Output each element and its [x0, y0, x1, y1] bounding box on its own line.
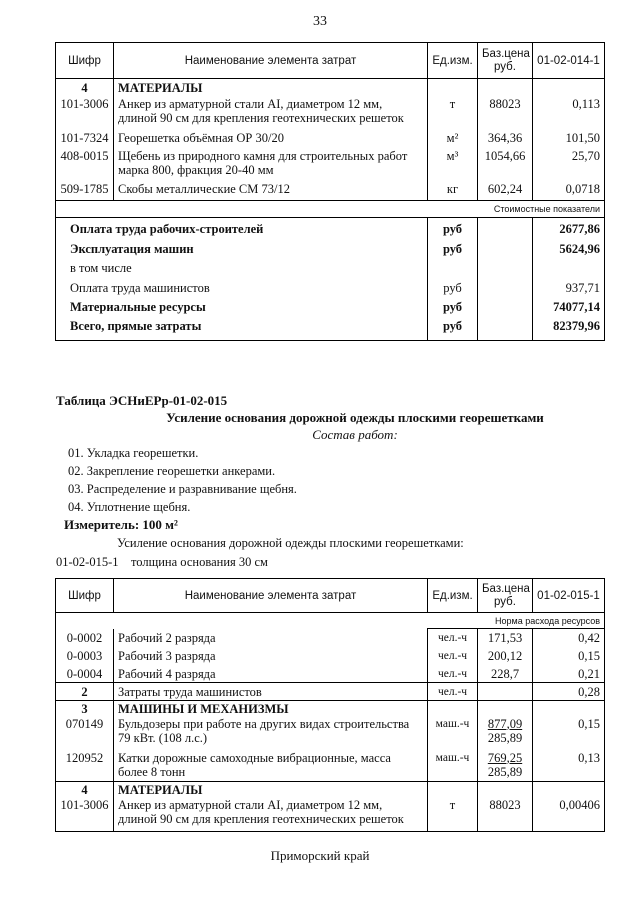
cost-name: в том числе [56, 258, 428, 277]
machine-price-main: 769,25 [487, 750, 523, 765]
machine-name: Катки дорожные самоходные вибрационные, масса более 8 тонн [114, 749, 428, 782]
materials-table-01-02-014 [55, 42, 605, 341]
cost-name: Всего, прямые затраты [56, 316, 428, 341]
row-name: Георешетка объёмная ОР 30/20 [114, 128, 428, 146]
worker-unit: чел.-ч [428, 665, 478, 683]
section-title: МАТЕРИАЛЫ [114, 79, 428, 97]
cost-name: Оплата труда рабочих-строителей [56, 218, 428, 238]
worker-price: 228,7 [478, 665, 533, 683]
labor-unit: чел.-ч [428, 683, 478, 701]
row-unit: м² [428, 128, 478, 146]
table-subtitle: Усиление основания дорожной одежды плоскими георешетками [166, 410, 544, 425]
worker-code: 0-0002 [56, 629, 114, 647]
col-code-header: Шифр [56, 43, 114, 79]
row-code: 101-7324 [56, 128, 114, 146]
col-norm-header: 01-02-014-1 [533, 43, 605, 79]
cost-indicators-caption: Стоимостные показатели [56, 201, 605, 218]
worker-price: 200,12 [478, 647, 533, 665]
works-item: 03. Распределение и разравнивание щебня. [68, 482, 297, 496]
cost-unit: руб [428, 238, 478, 258]
meter: Измеритель: 100 м² [64, 517, 178, 532]
row-value: 0,0718 [565, 181, 600, 196]
col-price-header: Баз.цена руб. [478, 43, 533, 79]
machine-unit: маш.-ч [428, 749, 478, 782]
cost-unit: руб [428, 316, 478, 341]
worker-code: 0-0003 [56, 647, 114, 665]
cost-name: Оплата труда машинистов [56, 277, 428, 297]
machine-value: 0,13 [578, 750, 600, 765]
item-code: 01-02-015-1 [56, 555, 119, 569]
labor-value: 0,28 [533, 683, 605, 701]
resources-table-01-02-015 [55, 578, 605, 832]
works-caption: Состав работ: [312, 427, 398, 442]
item-text: толщина основания 30 см [131, 555, 268, 569]
row-value: 101,50 [565, 130, 600, 145]
row-value: 0,113 [572, 96, 600, 111]
col-name-header: Наименование элемента затрат [114, 43, 428, 79]
cost-value: 2677,86 [559, 222, 600, 236]
worker-code: 0-0004 [56, 665, 114, 683]
section-number: 3 [56, 701, 114, 717]
row-price: 602,24 [478, 180, 533, 201]
row-unit: кг [428, 180, 478, 201]
col-code-header: Шифр [56, 579, 114, 613]
cost-unit: руб [428, 277, 478, 297]
row-price: 88023 [478, 97, 533, 128]
section-number: 4 [56, 79, 114, 97]
material-code: 101-3006 [56, 798, 114, 832]
row-unit: т [428, 97, 478, 128]
machine-price-labor: 285,89 [487, 730, 523, 745]
cost-value: 74077,14 [553, 299, 600, 314]
worker-price: 171,53 [478, 629, 533, 647]
machine-value: 0,15 [578, 716, 600, 731]
material-name: Анкер из арматурной стали AI, диаметром 12 мм, длиной 90 см для крепления геотехнических решеток [114, 798, 428, 832]
col-unit-header: Ед.изм. [428, 43, 478, 79]
norm-caption: Норма расхода ресурсов [428, 613, 605, 629]
footer-region: Приморский край [270, 848, 370, 863]
section-title: МАШИНЫ И МЕХАНИЗМЫ [114, 701, 428, 717]
col-name-header: Наименование элемента затрат [114, 579, 428, 613]
machine-price [478, 717, 533, 749]
cost-name: Эксплуатация машин [56, 238, 428, 258]
row-code: 101-3006 [56, 97, 114, 128]
cost-value: 5624,96 [559, 241, 600, 256]
machine-name: Бульдозеры при работе на других видах строительства 79 кВт. (108 л.с.) [114, 717, 428, 749]
col-norm-header: 01-02-015-1 [533, 579, 605, 613]
labor-code: 2 [56, 683, 114, 701]
item-description: Усиление основания дорожной одежды плоскими георешетками: [117, 536, 464, 550]
row-unit: м³ [428, 146, 478, 180]
machine-price-labor: 285,89 [487, 764, 523, 779]
machine-code: 120952 [56, 749, 114, 782]
cost-name: Материальные ресурсы [56, 297, 428, 316]
cost-value: 937,71 [565, 280, 600, 295]
worker-unit: чел.-ч [428, 629, 478, 647]
worker-value: 0,42 [578, 631, 600, 645]
machine-unit: маш.-ч [428, 717, 478, 749]
section-title: МАТЕРИАЛЫ [114, 782, 428, 798]
cost-unit: руб [428, 297, 478, 316]
worker-value: 0,21 [578, 666, 600, 681]
col-price-header: Баз.цена руб. [478, 579, 533, 613]
worker-name: Рабочий 2 разряда [114, 629, 428, 647]
cost-unit: руб [428, 218, 478, 238]
works-item: 01. Укладка георешетки. [68, 446, 199, 460]
worker-name: Рабочий 3 разряда [114, 647, 428, 665]
page-number: 33 [313, 14, 327, 29]
material-value: 0,00406 [559, 797, 600, 812]
col-unit-header: Ед.изм. [428, 579, 478, 613]
worker-unit: чел.-ч [428, 647, 478, 665]
row-value: 25,70 [571, 148, 600, 163]
row-name: Щебень из природного камня для строительных работ марка 800, фракция 20-40 мм [114, 146, 428, 180]
table-title: Таблица ЭСНиЕРр-01-02-015 [56, 393, 228, 408]
row-name: Скобы металлические СМ 73/12 [114, 180, 428, 201]
material-price: 88023 [478, 798, 533, 832]
works-item: 02. Закрепление георешетки анкерами. [68, 464, 276, 478]
row-code: 509-1785 [56, 180, 114, 201]
row-price: 364,36 [478, 128, 533, 146]
machine-price-main: 877,09 [487, 716, 523, 731]
cost-value: 82379,96 [553, 318, 600, 333]
worker-value: 0,15 [578, 648, 600, 663]
row-code: 408-0015 [56, 146, 114, 180]
row-price: 1054,66 [478, 146, 533, 180]
machine-price [478, 749, 533, 782]
works-item: 04. Уплотнение щебня. [68, 500, 191, 514]
material-unit: т [428, 798, 478, 832]
row-name: Анкер из арматурной стали AI, диаметром 12 мм, длиной 90 см для крепления геотехнических решеток [114, 97, 428, 128]
machine-code: 070149 [56, 717, 114, 749]
labor-name: Затраты труда машинистов [114, 683, 428, 701]
section-number: 4 [56, 782, 114, 798]
worker-name: Рабочий 4 разряда [114, 665, 428, 683]
